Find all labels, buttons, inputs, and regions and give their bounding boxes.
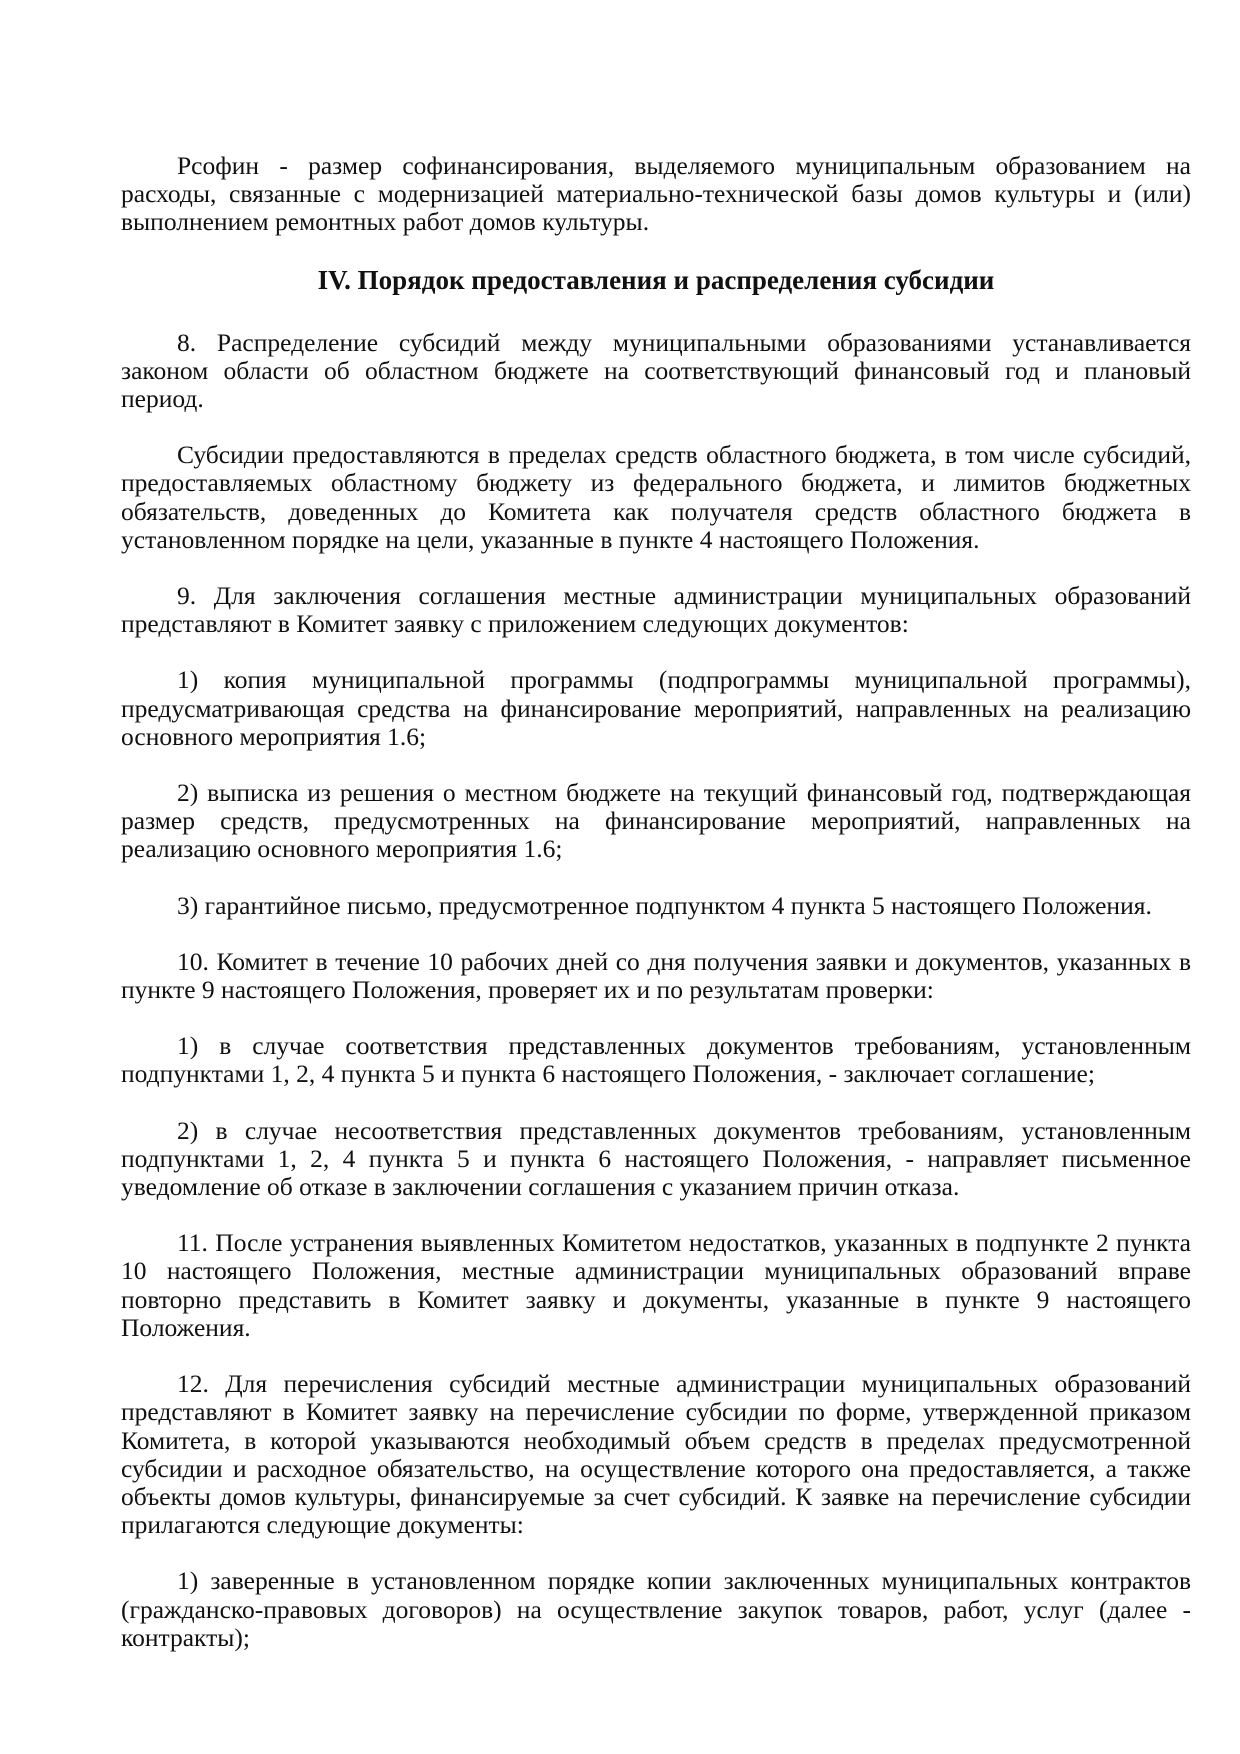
paragraph-9: 9. Для заключения соглашения местные администрации муниципальных образований представляют в Комитет заявку с приложением следующих документов: — [121, 581, 1191, 639]
paragraph-9-item-3: 3) гарантийное письмо, предусмотренное подпунктом 4 пункта 5 настоящего Положения. — [177, 890, 1152, 920]
paragraph-11: 11. После устранения выявленных Комитетом недостатков, указанных в подпункте 2 пункта 10 настоящего Положения, местные администрации муниципальных образований вправе повторно представить в Комитет заявку и документы, указанные в пункте 9 настоящего Положения. — [121, 1228, 1191, 1342]
paragraph-12: 12. Для перечисления субсидий местные администрации муниципальных образований представляют в Комитет заявку на перечисление субсидии по форме, утвержденной приказом Комитета, в которой указываются необходимый объем средств в пределах предусмотренной субсидии и расходное обязательство, на осуществление которого она предоставляется, а также объекты домов культуры, финансируемые за счет субсидий. К заявке на перечисление субсидии прилагаются следующие документы: — [121, 1369, 1191, 1540]
paragraph-10: 10. Комитет в течение 10 рабочих дней со дня получения заявки и документов, указанных в пункте 9 настоящего Положения, проверяет их и по результатам проверки: — [121, 946, 1191, 1005]
paragraph-12-item-1: 1) заверенные в установленном порядке копии заключенных муниципальных контрактов (гражданско-правовых договоров) на осуществление закупок товаров, работ, услуг (далее - контракты); — [121, 1566, 1191, 1652]
paragraph-subsidies-limits: Субсидии предоставляются в пределах средств областного бюджета, в том числе субсидий, предоставляемых областному бюджету из федерального бюджета, и лимитов бюджетных обязательств, доведенных до Комитета как получателя средств областного бюджета в установленном порядке на цели, указанные в пункте 4 настоящего Положения. — [121, 440, 1191, 554]
document-page — [121, 152, 1191, 1680]
paragraph-8: 8. Распределение субсидий между муниципальными образованиями устанавливается законом области об областном бюджете на соответствующий финансовый год и плановый период. — [121, 327, 1191, 414]
intro-paragraph: Рсофин - размер софинансирования, выделяемого муниципальным образованием на расходы, связанные с модернизацией материально-технической базы домов культуры и (или) выполнением ремонтных работ домов культуры. — [121, 151, 1191, 237]
paragraph-9-item-2: 2) выписка из решения о местном бюджете на текущий финансовый год, подтверждающая размер средств, предусмотренных на финансирование мероприятий, направленных на реализацию основного мероприятия 1.6; — [121, 778, 1191, 864]
paragraph-10-item-1: 1) в случае соответствия представленных документов требованиям, установленным подпунктами 1, 2, 4 пункта 5 и пункта 6 настоящего Положения, - заключает соглашение; — [121, 1031, 1191, 1089]
paragraph-9-item-1: 1) копия муниципальной программы (подпрограммы муниципальной программы), предусматривающая средства на финансирование мероприятий, направленных на реализацию основного мероприятия 1.6; — [121, 665, 1191, 751]
section-title: IV. Порядок предоставления и распределения субсидии — [317, 264, 995, 295]
paragraph-10-item-2: 2) в случае несоответствия представленных документов требованиям, установленным подпунктами 1, 2, 4 пункта 5 и пункта 6 настоящего Положения, - направляет письменное уведомление об отказе в заключении соглашения с указанием причин отказа. — [121, 1115, 1191, 1202]
